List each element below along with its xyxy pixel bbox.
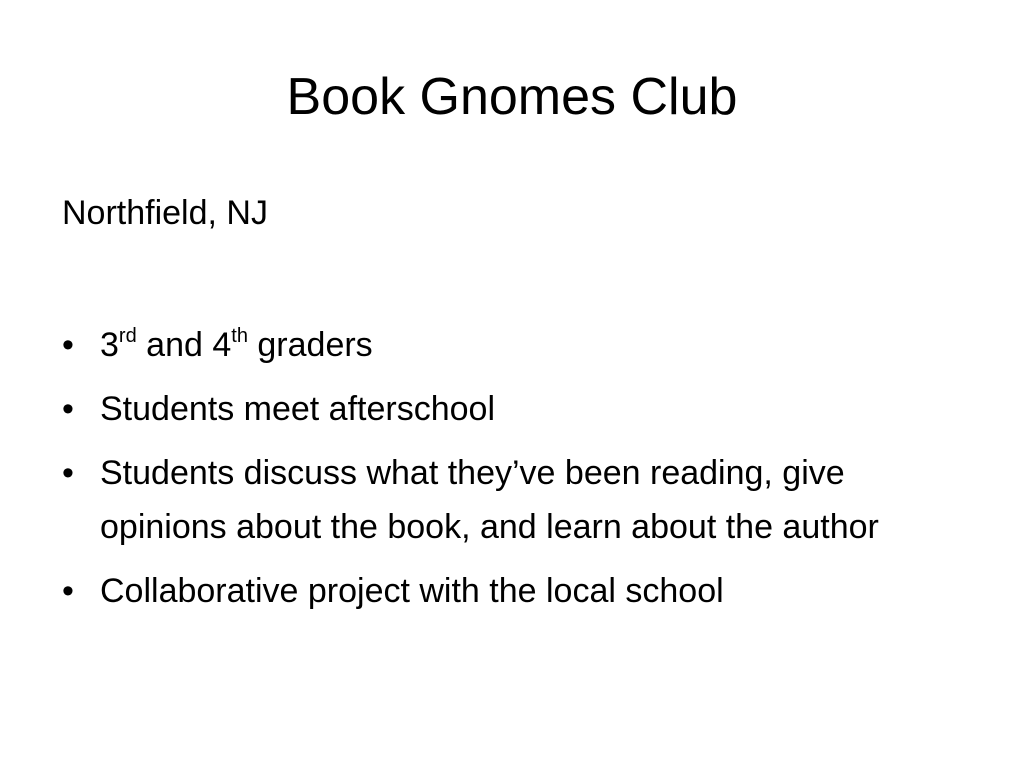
location-subheading: Northfield, NJ — [62, 194, 268, 232]
ordinal-suffix-th: th — [231, 325, 248, 347]
grades-tail: graders — [247, 326, 373, 364]
bullet-icon: • — [62, 326, 74, 364]
bullet-list — [62, 318, 972, 628]
ordinal-suffix-rd: rd — [118, 325, 137, 347]
bullet-item-grades — [62, 318, 972, 372]
bullet-icon: • — [62, 454, 74, 492]
grade-number-3: 3 — [100, 326, 119, 364]
bullet-item-meet — [62, 382, 972, 436]
slide-title: Book Gnomes Club — [286, 68, 738, 126]
bullet-text-meet: Students meet afterschool — [100, 390, 496, 428]
bullet-icon: • — [62, 390, 74, 428]
grade-number-4: 4 — [212, 326, 232, 364]
bullet-item-project — [62, 564, 972, 618]
grades-conjunction: and — [136, 326, 213, 364]
bullet-text-project: Collaborative project with the local school — [100, 572, 724, 610]
bullet-icon: • — [62, 572, 74, 610]
bullet-text-discuss: Students discuss what they’ve been reading, give opinions about the book, and learn about the author — [100, 454, 879, 546]
bullet-item-discuss — [62, 446, 972, 554]
